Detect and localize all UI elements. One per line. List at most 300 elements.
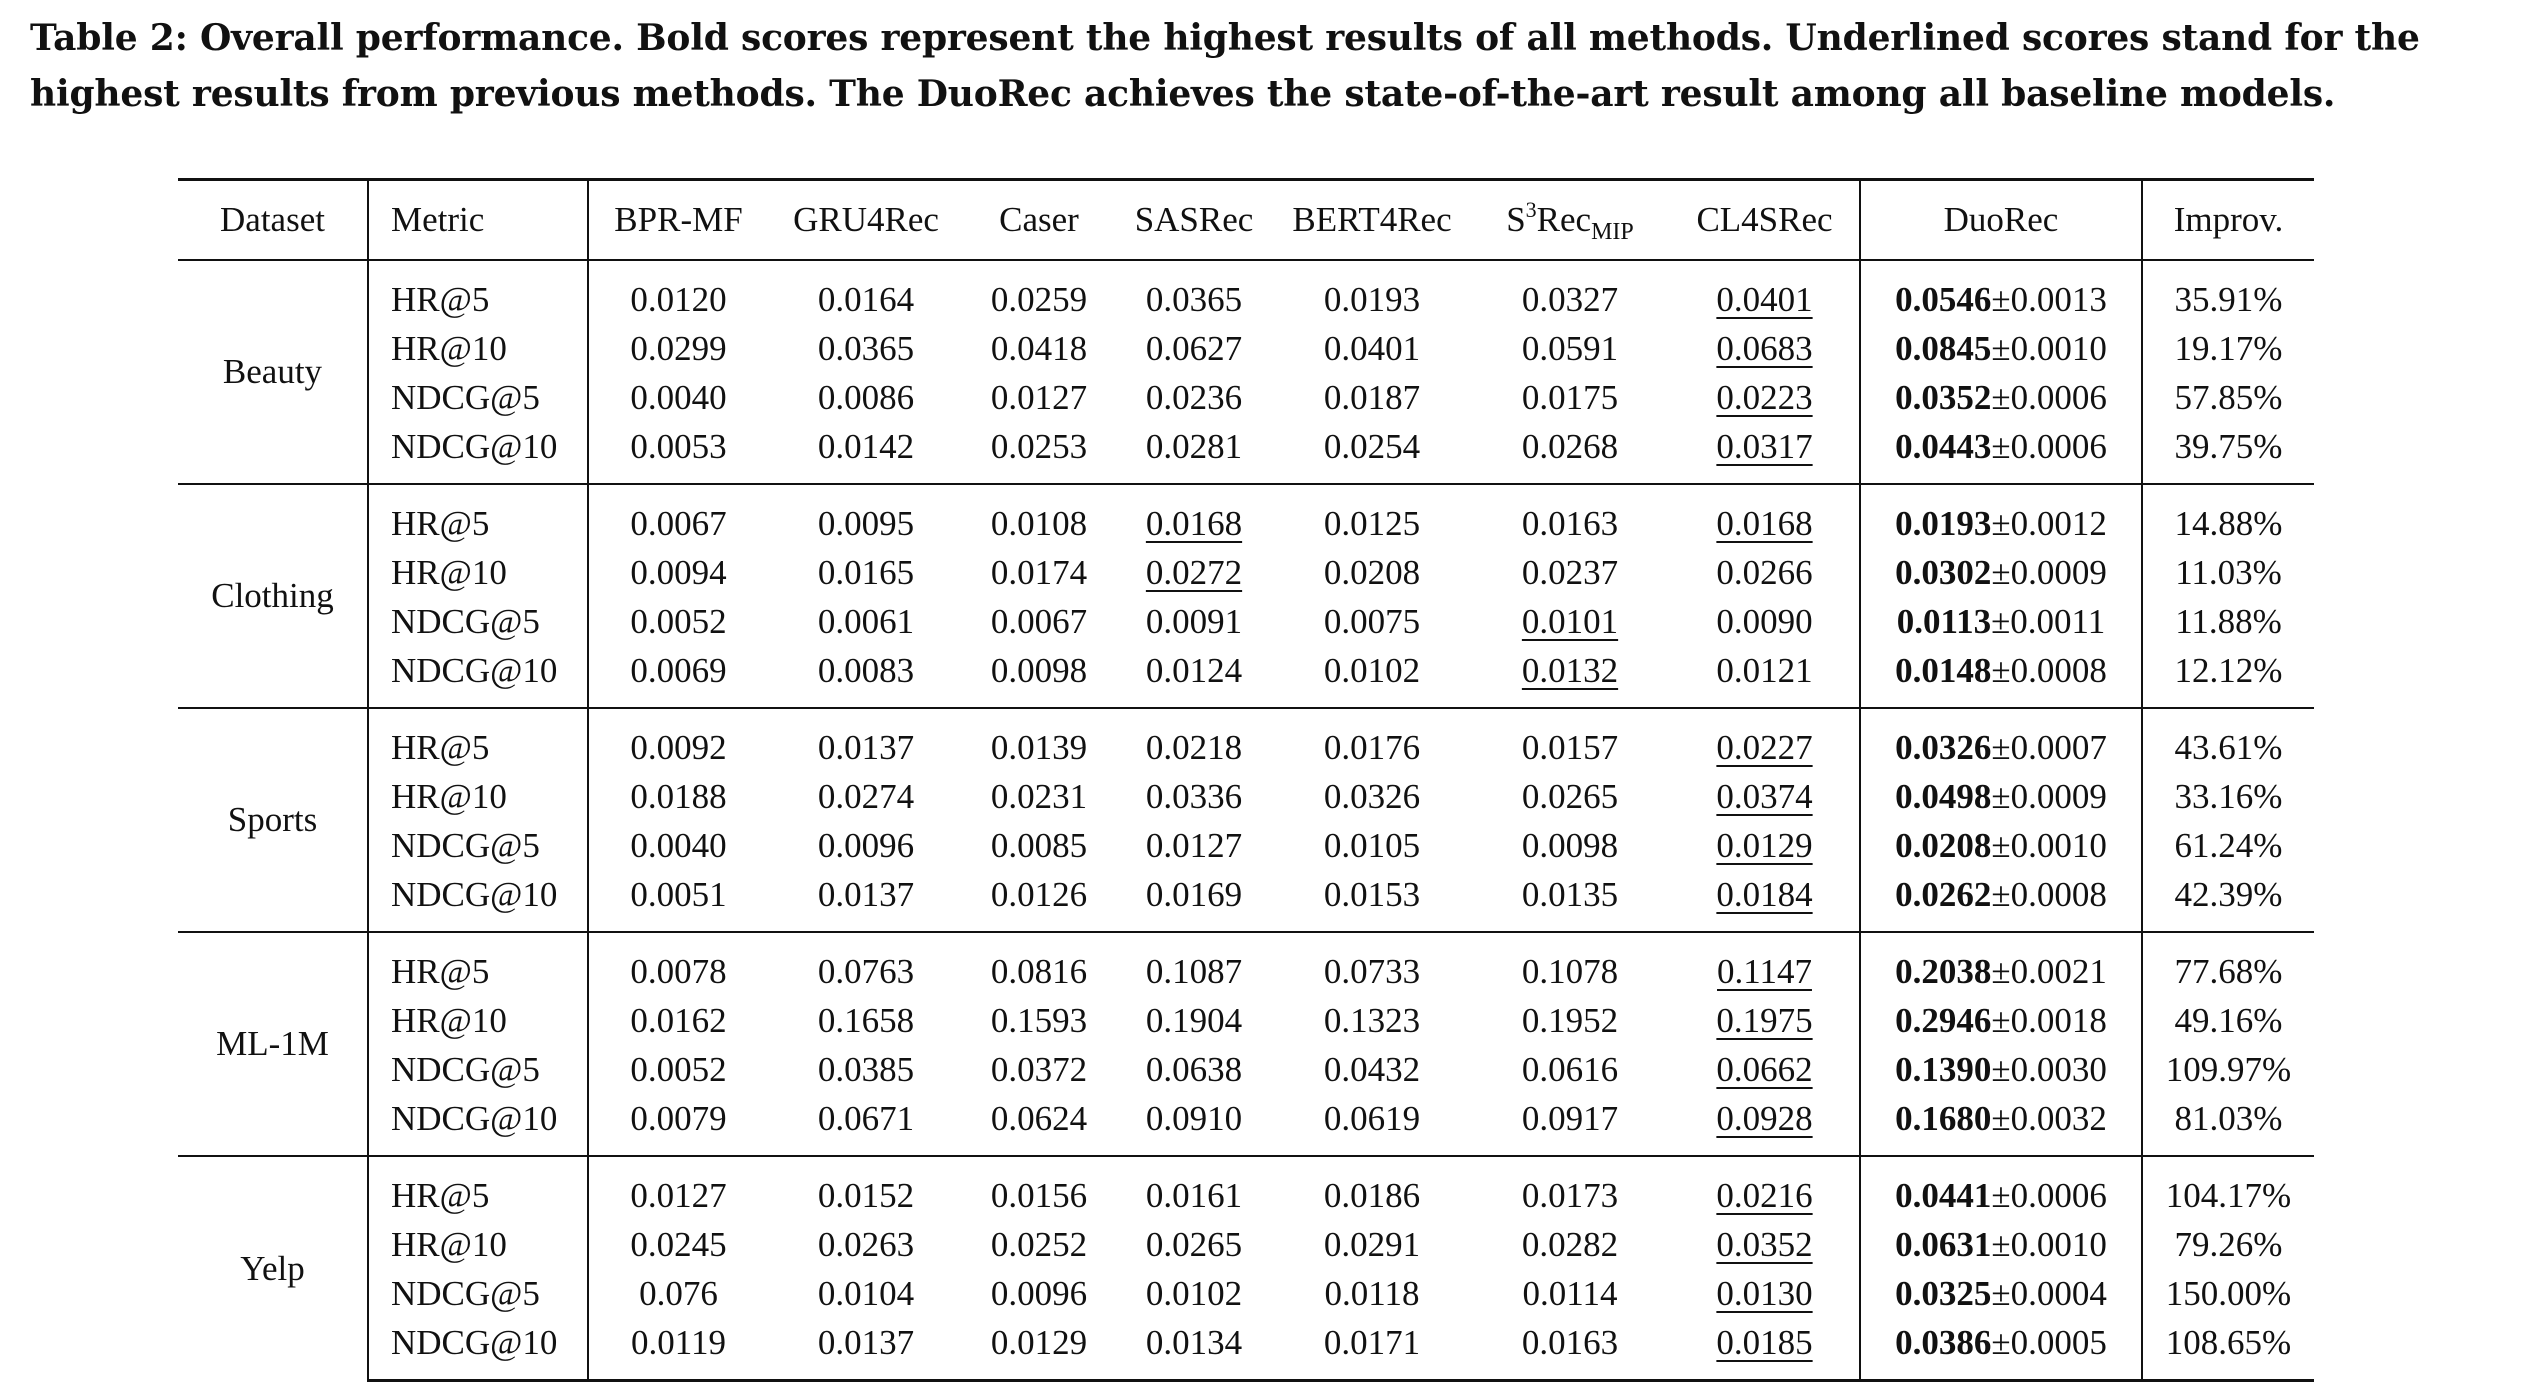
score-value: 0.0352 [1716,1224,1813,1264]
table-row [178,646,2314,708]
score-cell [768,373,964,422]
score-value: 0.0168 [1145,503,1243,543]
duorec-score-cell [1860,821,2142,870]
score-value: 0.0245 [630,1224,727,1264]
score-cell [588,324,768,373]
score-cell [1114,597,1274,646]
score-value: 0.0187 [1323,377,1421,417]
score-value: 0.0096 [817,825,915,865]
col-header-improv: Improv. [2142,180,2314,261]
score-cell [588,260,768,324]
score-value: 0.0126 [990,874,1088,914]
score-cell [1670,932,1860,996]
score-cell [1670,597,1860,646]
table-row [178,1094,2314,1156]
duorec-score: 0.0326 [1895,727,1992,767]
score-value: 0.0137 [817,727,915,767]
score-cell [1670,772,1860,821]
improvement-value: 79.26% [2174,1224,2283,1264]
score-value: 0.1952 [1521,1000,1619,1040]
score-cell [964,548,1114,597]
duorec-std: ±0.0006 [1991,1175,2107,1215]
score-cell [1670,870,1860,932]
score-value: 0.0208 [1323,552,1421,592]
table-row [178,484,2314,548]
score-value: 0.0236 [1145,377,1243,417]
s3-superscript: 3 [1525,197,1537,222]
duorec-std: ±0.0032 [1991,1098,2107,1138]
score-value: 0.0910 [1145,1098,1243,1138]
score-cell [1470,1269,1670,1318]
col-header-bert4rec: BERT4Rec [1274,180,1470,261]
duorec-score: 0.1390 [1895,1049,1992,1089]
score-value: 0.0127 [1145,825,1243,865]
score-cell [768,1094,964,1156]
score-value: 0.0091 [1145,601,1243,641]
score-value: 0.0092 [630,727,727,767]
score-cell [964,1220,1114,1269]
score-cell [768,1045,964,1094]
score-cell [1274,548,1470,597]
improvement-value: 61.24% [2174,825,2283,865]
score-value: 0.0326 [1323,776,1421,816]
score-cell [1670,484,1860,548]
score-cell [768,821,964,870]
score-cell [1274,1269,1470,1318]
improvement-value: 109.97% [2165,1049,2292,1089]
score-value: 0.0134 [1145,1322,1243,1362]
table-row [178,1156,2314,1220]
score-cell [1670,548,1860,597]
score-cell [588,373,768,422]
score-value: 0.0186 [1323,1175,1421,1215]
duorec-score: 0.0845 [1895,328,1992,368]
improvement-value: 81.03% [2174,1098,2283,1138]
score-cell [1470,324,1670,373]
score-cell [768,484,964,548]
score-cell [588,870,768,932]
improvement-value: 11.88% [2175,601,2282,641]
dataset-group [178,1156,2314,1381]
score-value: 0.1087 [1145,951,1243,991]
score-value: 0.0176 [1323,727,1421,767]
duorec-std: ±0.0012 [1991,503,2107,543]
duorec-score: 0.0441 [1895,1175,1992,1215]
duorec-score: 0.0148 [1895,650,1992,690]
duorec-score-cell [1860,1220,2142,1269]
score-cell [1470,821,1670,870]
score-cell [1274,260,1470,324]
score-cell [588,708,768,772]
duorec-score-cell [1860,772,2142,821]
duorec-score-cell [1860,708,2142,772]
score-cell [1470,548,1670,597]
score-cell [1670,1318,1860,1381]
score-value: 0.0763 [817,951,915,991]
score-cell [1274,422,1470,484]
score-value: 0.0401 [1716,279,1813,319]
score-cell [1470,1094,1670,1156]
duorec-score-cell [1860,597,2142,646]
score-value: 0.0129 [990,1322,1088,1362]
score-value: 0.0098 [1521,825,1619,865]
score-value: 0.0061 [817,601,915,641]
score-value: 0.0095 [817,503,915,543]
score-value: 0.1658 [817,1000,915,1040]
duorec-score-cell [1860,548,2142,597]
col-header-dataset: Dataset [178,180,368,261]
duorec-std: ±0.0011 [1991,601,2106,641]
metric-name: HR@5 [368,708,588,772]
score-cell [1670,1045,1860,1094]
score-value: 0.0137 [817,1322,915,1362]
metric-name: NDCG@5 [368,597,588,646]
duorec-score: 0.0262 [1895,874,1992,914]
score-cell [1114,484,1274,548]
score-value: 0.0274 [817,776,915,816]
score-cell [1274,1045,1470,1094]
duorec-score: 0.0631 [1895,1224,1992,1264]
duorec-std: ±0.0008 [1991,874,2107,914]
score-value: 0.0040 [630,377,727,417]
score-cell [1114,932,1274,996]
dataset-group [178,708,2314,932]
results-table [178,178,2314,1382]
duorec-std: ±0.0006 [1991,377,2107,417]
duorec-score: 0.1680 [1895,1098,1992,1138]
improvement-value: 77.68% [2142,932,2314,996]
score-cell [588,548,768,597]
score-value: 0.0157 [1521,727,1619,767]
score-cell [768,932,964,996]
score-cell [964,646,1114,708]
score-value: 0.0662 [1716,1049,1813,1089]
score-cell [588,932,768,996]
score-value: 0.0265 [1521,776,1619,816]
score-cell [1670,422,1860,484]
score-value: 0.0137 [817,874,915,914]
improvement-value: 33.16% [2174,776,2283,816]
score-cell [1114,1318,1274,1381]
score-cell [1274,1156,1470,1220]
score-cell [964,772,1114,821]
score-cell [1470,932,1670,996]
score-cell [1274,646,1470,708]
score-cell [1470,996,1670,1045]
duorec-score: 0.2946 [1895,1000,1992,1040]
score-cell [964,932,1114,996]
improvement-value: 12.12% [2174,650,2283,690]
score-cell [588,996,768,1045]
dataset-name: Sports [178,708,368,932]
score-cell [1470,1318,1670,1381]
score-value: 0.0173 [1521,1175,1619,1215]
score-value: 0.0132 [1521,650,1619,690]
improvement-value: 39.75% [2174,426,2283,466]
dataset-group [178,260,2314,484]
score-cell [1470,373,1670,422]
duorec-score: 0.0443 [1895,426,1992,466]
metric-name: NDCG@5 [368,1269,588,1318]
score-cell [964,373,1114,422]
score-value: 0.0237 [1521,552,1619,592]
score-value: 0.0094 [630,552,727,592]
score-cell [1670,1156,1860,1220]
metric-name: HR@5 [368,260,588,324]
score-value: 0.0124 [1145,650,1243,690]
score-cell [588,422,768,484]
table-caption: Table 2: Overall performance. Bold scores represent the highest results of all methods. Underlined scores stand for the highest results from previous methods. The DuoRec achieves the state-of-the-art result among all baseline models. [30,17,2420,115]
score-cell [588,1094,768,1156]
score-value: 0.0153 [1323,874,1421,914]
score-cell [1670,1269,1860,1318]
score-value: 0.0917 [1521,1098,1619,1138]
score-value: 0.1323 [1323,1000,1421,1040]
col-header-metric: Metric [368,180,588,261]
score-value: 0.0101 [1521,601,1619,641]
col-header-caser: Caser [964,180,1114,261]
score-cell [1114,996,1274,1045]
score-cell [964,870,1114,932]
table-row [178,772,2314,821]
score-value: 0.0253 [990,426,1088,466]
improvement-value: 104.17% [2142,1156,2314,1220]
score-value: 0.0188 [630,776,727,816]
score-value: 0.0401 [1323,328,1421,368]
improvement-value: 35.91% [2174,279,2283,319]
table-row [178,1318,2314,1381]
duorec-std: ±0.0010 [1991,328,2107,368]
score-cell [1470,772,1670,821]
score-value: 0.0193 [1323,279,1421,319]
metric-name: HR@10 [368,772,588,821]
score-value: 0.0040 [630,825,727,865]
score-value: 0.0928 [1716,1098,1813,1138]
duorec-score: 0.0386 [1895,1322,1992,1362]
duorec-std: ±0.0005 [1991,1322,2107,1362]
score-cell [964,260,1114,324]
score-value: 0.0374 [1716,776,1813,816]
score-value: 0.0127 [630,1175,727,1215]
score-value: 0.0114 [1522,1273,1618,1313]
dataset-group [178,932,2314,1156]
metric-name: HR@5 [368,484,588,548]
s3-rest: Rec [1536,200,1592,239]
score-cell [964,1094,1114,1156]
duorec-score-cell [1860,1156,2142,1220]
score-value: 0.0282 [1521,1224,1619,1264]
score-value: 0.0162 [630,1000,727,1040]
dataset-group [178,484,2314,708]
score-cell [964,996,1114,1045]
score-value: 0.0096 [990,1273,1088,1313]
table-row [178,1269,2314,1318]
score-cell [1670,996,1860,1045]
score-cell [1114,646,1274,708]
col-header-sasrec: SASRec [1114,180,1274,261]
score-value: 0.0163 [1521,1322,1619,1362]
s3-base: S [1506,200,1526,239]
score-cell [1114,708,1274,772]
score-cell [1274,373,1470,422]
score-value: 0.0052 [630,1049,727,1089]
score-value: 0.0263 [817,1224,915,1264]
score-cell [1470,597,1670,646]
improvement-value: 150.00% [2165,1273,2292,1313]
score-cell [1274,324,1470,373]
score-cell [768,1220,964,1269]
score-value: 0.0090 [1716,601,1813,641]
score-value: 0.0616 [1521,1049,1619,1089]
score-cell [588,646,768,708]
duorec-score-cell [1860,1094,2142,1156]
duorec-score-cell [1860,373,2142,422]
score-cell [588,1045,768,1094]
score-cell [768,772,964,821]
score-cell [1274,870,1470,932]
score-cell [964,484,1114,548]
score-value: 0.1975 [1716,1000,1813,1040]
score-value: 0.0067 [630,503,727,543]
score-cell [1470,1220,1670,1269]
score-cell [1470,260,1670,324]
score-value: 0.0121 [1716,650,1813,690]
duorec-std: ±0.0018 [1991,1000,2107,1040]
score-value: 0.1593 [990,1000,1088,1040]
score-cell [768,324,964,373]
score-value: 0.0733 [1323,951,1421,991]
score-value: 0.0152 [817,1175,915,1215]
duorec-std: ±0.0010 [1991,1224,2107,1264]
duorec-std: ±0.0006 [1991,426,2107,466]
score-value: 0.0104 [817,1273,915,1313]
score-value: 0.0118 [1324,1273,1420,1313]
metric-name: HR@10 [368,324,588,373]
score-value: 0.0052 [630,601,727,641]
score-value: 0.0591 [1521,328,1619,368]
score-cell [964,708,1114,772]
duorec-std: ±0.0009 [1991,552,2107,592]
duorec-score-cell [1860,1318,2142,1381]
score-cell [964,324,1114,373]
improvement-value: 57.85% [2174,377,2283,417]
table-row [178,260,2314,324]
score-cell [768,646,964,708]
score-value: 0.0385 [817,1049,915,1089]
table-row [178,708,2314,772]
score-cell [588,597,768,646]
score-value: 0.0291 [1323,1224,1421,1264]
duorec-std: ±0.0013 [1991,279,2107,319]
score-value: 0.0079 [630,1098,727,1138]
col-header-bpr-mf: BPR-MF [588,180,768,261]
score-value: 0.0163 [1521,503,1619,543]
table-row [178,422,2314,484]
col-header-duorec: DuoRec [1860,180,2142,261]
score-value: 0.0272 [1145,552,1243,592]
score-cell [1114,772,1274,821]
score-cell [1114,422,1274,484]
score-cell [1114,1094,1274,1156]
score-value: 0.0164 [817,279,915,319]
score-value: 0.0085 [990,825,1088,865]
duorec-score: 0.2038 [1895,951,1992,991]
improvement-value: 43.61% [2142,708,2314,772]
score-cell [768,708,964,772]
duorec-std: ±0.0009 [1991,776,2107,816]
score-cell [1274,484,1470,548]
score-cell [1670,708,1860,772]
score-cell [768,870,964,932]
dataset-name: ML-1M [178,932,368,1156]
score-cell [964,821,1114,870]
dataset-name: Clothing [178,484,368,708]
duorec-score-cell [1860,870,2142,932]
score-value: 0.0083 [817,650,915,690]
score-value: 0.0098 [990,650,1088,690]
table-row [178,373,2314,422]
header-row [178,180,2314,261]
score-cell [1114,324,1274,373]
score-value: 0.0223 [1716,377,1813,417]
score-value: 0.0216 [1716,1175,1813,1215]
duorec-score-cell [1860,260,2142,324]
score-cell [768,1156,964,1220]
duorec-score-cell [1860,1045,2142,1094]
score-value: 0.0671 [817,1098,915,1138]
duorec-score-cell [1860,1269,2142,1318]
score-cell [1274,1094,1470,1156]
improvement-value: 42.39% [2174,874,2283,914]
score-cell [1274,597,1470,646]
score-value: 0.0252 [990,1224,1088,1264]
score-cell [588,1318,768,1381]
metric-name: NDCG@5 [368,1045,588,1094]
score-cell [964,1269,1114,1318]
score-cell [588,1220,768,1269]
score-value: 0.0105 [1323,825,1421,865]
metric-name: NDCG@5 [368,373,588,422]
score-value: 0.0365 [817,328,915,368]
score-cell [1470,422,1670,484]
metric-name: NDCG@10 [368,646,588,708]
score-value: 0.0069 [630,650,727,690]
dataset-name: Beauty [178,260,368,484]
score-cell [1670,1220,1860,1269]
duorec-std: ±0.0007 [1991,727,2107,767]
metric-name: HR@5 [368,932,588,996]
score-value: 0.0127 [990,377,1088,417]
metric-name: NDCG@10 [368,1318,588,1381]
score-value: 0.0254 [1323,426,1421,466]
score-cell [1274,932,1470,996]
score-cell [1670,260,1860,324]
duorec-score: 0.0352 [1895,377,1992,417]
score-value: 0.0119 [631,1322,726,1362]
score-value: 0.0175 [1521,377,1619,417]
metric-name: HR@10 [368,996,588,1045]
metric-name: HR@5 [368,1156,588,1220]
score-value: 0.076 [639,1273,718,1313]
score-cell [768,422,964,484]
score-value: 0.0051 [630,874,727,914]
score-value: 0.0075 [1323,601,1421,641]
score-value: 0.0174 [990,552,1088,592]
duorec-score-cell [1860,996,2142,1045]
score-cell [1114,260,1274,324]
s3-subscript: MIP [1591,219,1634,245]
metric-name: NDCG@10 [368,422,588,484]
